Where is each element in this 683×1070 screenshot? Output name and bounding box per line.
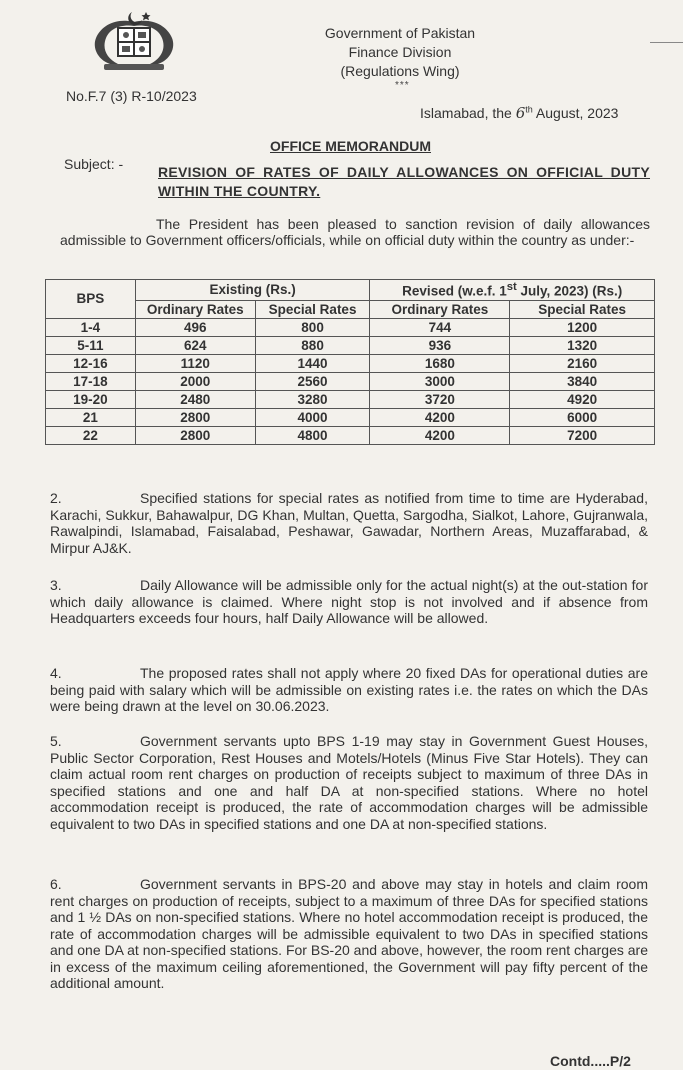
intro-text: The President has been pleased to sanction revision of daily allowances admissible to Government officers/officials, while on official duty within the country as under:- <box>60 216 650 248</box>
cell-e-spec: 4000 <box>255 408 370 426</box>
table-row <box>46 372 655 390</box>
paragraph-3 <box>50 577 648 627</box>
cell-r-ord: 4200 <box>370 426 510 444</box>
cell-e-spec: 800 <box>255 318 370 336</box>
separator-stars: *** <box>395 80 410 91</box>
header-revised: Revised (w.e.f. 1st July, 2023) (Rs.) <box>370 280 655 301</box>
file-number: No.F.7 (3) R-10/2023 <box>66 88 197 104</box>
date-month-year: August, 2023 <box>535 105 619 121</box>
paragraph-4 <box>50 665 648 715</box>
cell-r-spec: 2160 <box>510 354 655 372</box>
cell-r-spec: 1200 <box>510 318 655 336</box>
cell-r-spec: 7200 <box>510 426 655 444</box>
paragraph-number: 2. <box>50 490 62 506</box>
org-line-division: Finance Division <box>348 44 452 60</box>
state-emblem-icon <box>88 8 180 72</box>
cell-bps: 22 <box>46 426 136 444</box>
subject-text: REVISION OF RATES OF DAILY ALLOWANCES ON OFFICIAL DUTY WITHIN THE COUNTRY. <box>158 164 650 199</box>
org-line-wing: (Regulations Wing) <box>340 63 460 79</box>
cell-bps: 19-20 <box>46 390 136 408</box>
paragraph-text: Daily Allowance will be admissible only for the actual night(s) at the out-station for which daily allowance is claimed. Where night stop is not involved and if absence from Headquarters exceeds four hours, half Daily Allowance will be allowed. <box>50 577 648 626</box>
paragraph-number: 3. <box>50 577 62 593</box>
cell-r-spec: 3840 <box>510 372 655 390</box>
cell-e-spec: 1440 <box>255 354 370 372</box>
paragraph-number: 5. <box>50 733 62 749</box>
header-bps: BPS <box>46 280 136 319</box>
cell-bps: 1-4 <box>46 318 136 336</box>
paragraph-number: 6. <box>50 876 62 892</box>
cell-e-spec: 880 <box>255 336 370 354</box>
paragraph-text: Government servants upto BPS 1-19 may stay in Government Guest Houses, Public Sector Corporation, Rest Houses and Motels/Hotels (Minus Five Star Hotels). They can claim actual room rent charges on production of receipts subject to maximum of three DAs in specified stations and one and half DA at non-specified stations. Where no hotel accommodation receipt is produced, the rate of accommodation charges will be admissible equivalent to two DAs in specified stations and one DA at non-specified stations. <box>50 733 648 832</box>
cell-e-ord: 1120 <box>135 354 255 372</box>
cell-e-spec: 4800 <box>255 426 370 444</box>
cell-e-ord: 2000 <box>135 372 255 390</box>
cell-e-spec: 2560 <box>255 372 370 390</box>
header-existing: Existing (Rs.) <box>135 280 370 301</box>
cell-r-spec: 4920 <box>510 390 655 408</box>
paragraph-text: Government servants in BPS-20 and above may stay in hotels and claim room rent charges on production of receipts, subject to a maximum of three DAs for specified stations and 1 ½ DAs on non-specified stations. Where no hotel accommodation receipt is produced, the rate of accommodation charges will be admissible equivalent to two DAs in specified stations and one DA at non-specified stations. For BS-20 and above, however, the room rent charges are in excess of the maximum ceiling aforementioned, the Government will pay fifty percent of the additional amount. <box>50 876 648 991</box>
cell-e-ord: 624 <box>135 336 255 354</box>
table-row <box>46 336 655 354</box>
subheader-existing-special: Special Rates <box>255 300 370 318</box>
table-row <box>46 354 655 372</box>
subheader-revised-ordinary: Ordinary Rates <box>370 300 510 318</box>
cell-r-ord: 3720 <box>370 390 510 408</box>
cell-r-spec: 1320 <box>510 336 655 354</box>
issue-date <box>420 104 618 122</box>
subheader-revised-special: Special Rates <box>510 300 655 318</box>
cell-bps: 21 <box>46 408 136 426</box>
table-header-row <box>46 280 655 301</box>
edge-mark <box>650 42 683 43</box>
rates-table <box>45 279 655 445</box>
cell-e-spec: 3280 <box>255 390 370 408</box>
table-row <box>46 426 655 444</box>
org-line-government: Government of Pakistan <box>324 25 476 41</box>
cell-r-ord: 744 <box>370 318 510 336</box>
cell-bps: 12-16 <box>46 354 136 372</box>
cell-bps: 17-18 <box>46 372 136 390</box>
cell-e-ord: 2480 <box>135 390 255 408</box>
paragraph-6 <box>50 876 648 992</box>
rates-table-body <box>46 318 655 444</box>
cell-bps: 5-11 <box>46 336 136 354</box>
cell-e-ord: 2800 <box>135 408 255 426</box>
issuing-authority <box>300 24 500 81</box>
cell-r-ord: 4200 <box>370 408 510 426</box>
paragraph-number: 4. <box>50 665 62 681</box>
subject-label: Subject: - <box>64 156 124 172</box>
cell-e-ord: 496 <box>135 318 255 336</box>
cell-r-ord: 936 <box>370 336 510 354</box>
cell-r-ord: 1680 <box>370 354 510 372</box>
paragraph-5 <box>50 733 648 832</box>
date-ordinal: th <box>525 104 533 115</box>
date-prefix: Islamabad, the <box>420 105 512 121</box>
cell-r-ord: 3000 <box>370 372 510 390</box>
table-row <box>46 390 655 408</box>
table-row <box>46 408 655 426</box>
paragraph-text: The proposed rates shall not apply where 20 fixed DAs for operational duties are being paid with salary which will be admissible on existing rates i.e. the rates on which the DAs were being drawn at the level on 30.06.2023. <box>50 665 648 714</box>
subheader-existing-ordinary: Ordinary Rates <box>135 300 255 318</box>
intro-paragraph <box>60 216 650 248</box>
table-subheader-row <box>46 300 655 318</box>
cell-r-spec: 6000 <box>510 408 655 426</box>
paragraph-text: Specified stations for special rates as notified from time to time are Hyderabad, Karachi, Sukkur, Bahawalpur, DG Khan, Multan, Quetta, Sargodha, Sialkot, Lahore, Gujranwala, Rawalpindi, Islamabad, Faisalabad, Peshawar, Gawadar, Northern Areas, Muzaffarabad, & Mirpur AJ&K. <box>50 490 648 556</box>
paragraph-2 <box>50 490 648 556</box>
table-row <box>46 318 655 336</box>
date-day: 6 <box>515 104 526 122</box>
cell-e-ord: 2800 <box>135 426 255 444</box>
continued-note: Contd.....P/2 <box>550 1053 631 1069</box>
memo-title: OFFICE MEMORANDUM <box>270 138 431 154</box>
